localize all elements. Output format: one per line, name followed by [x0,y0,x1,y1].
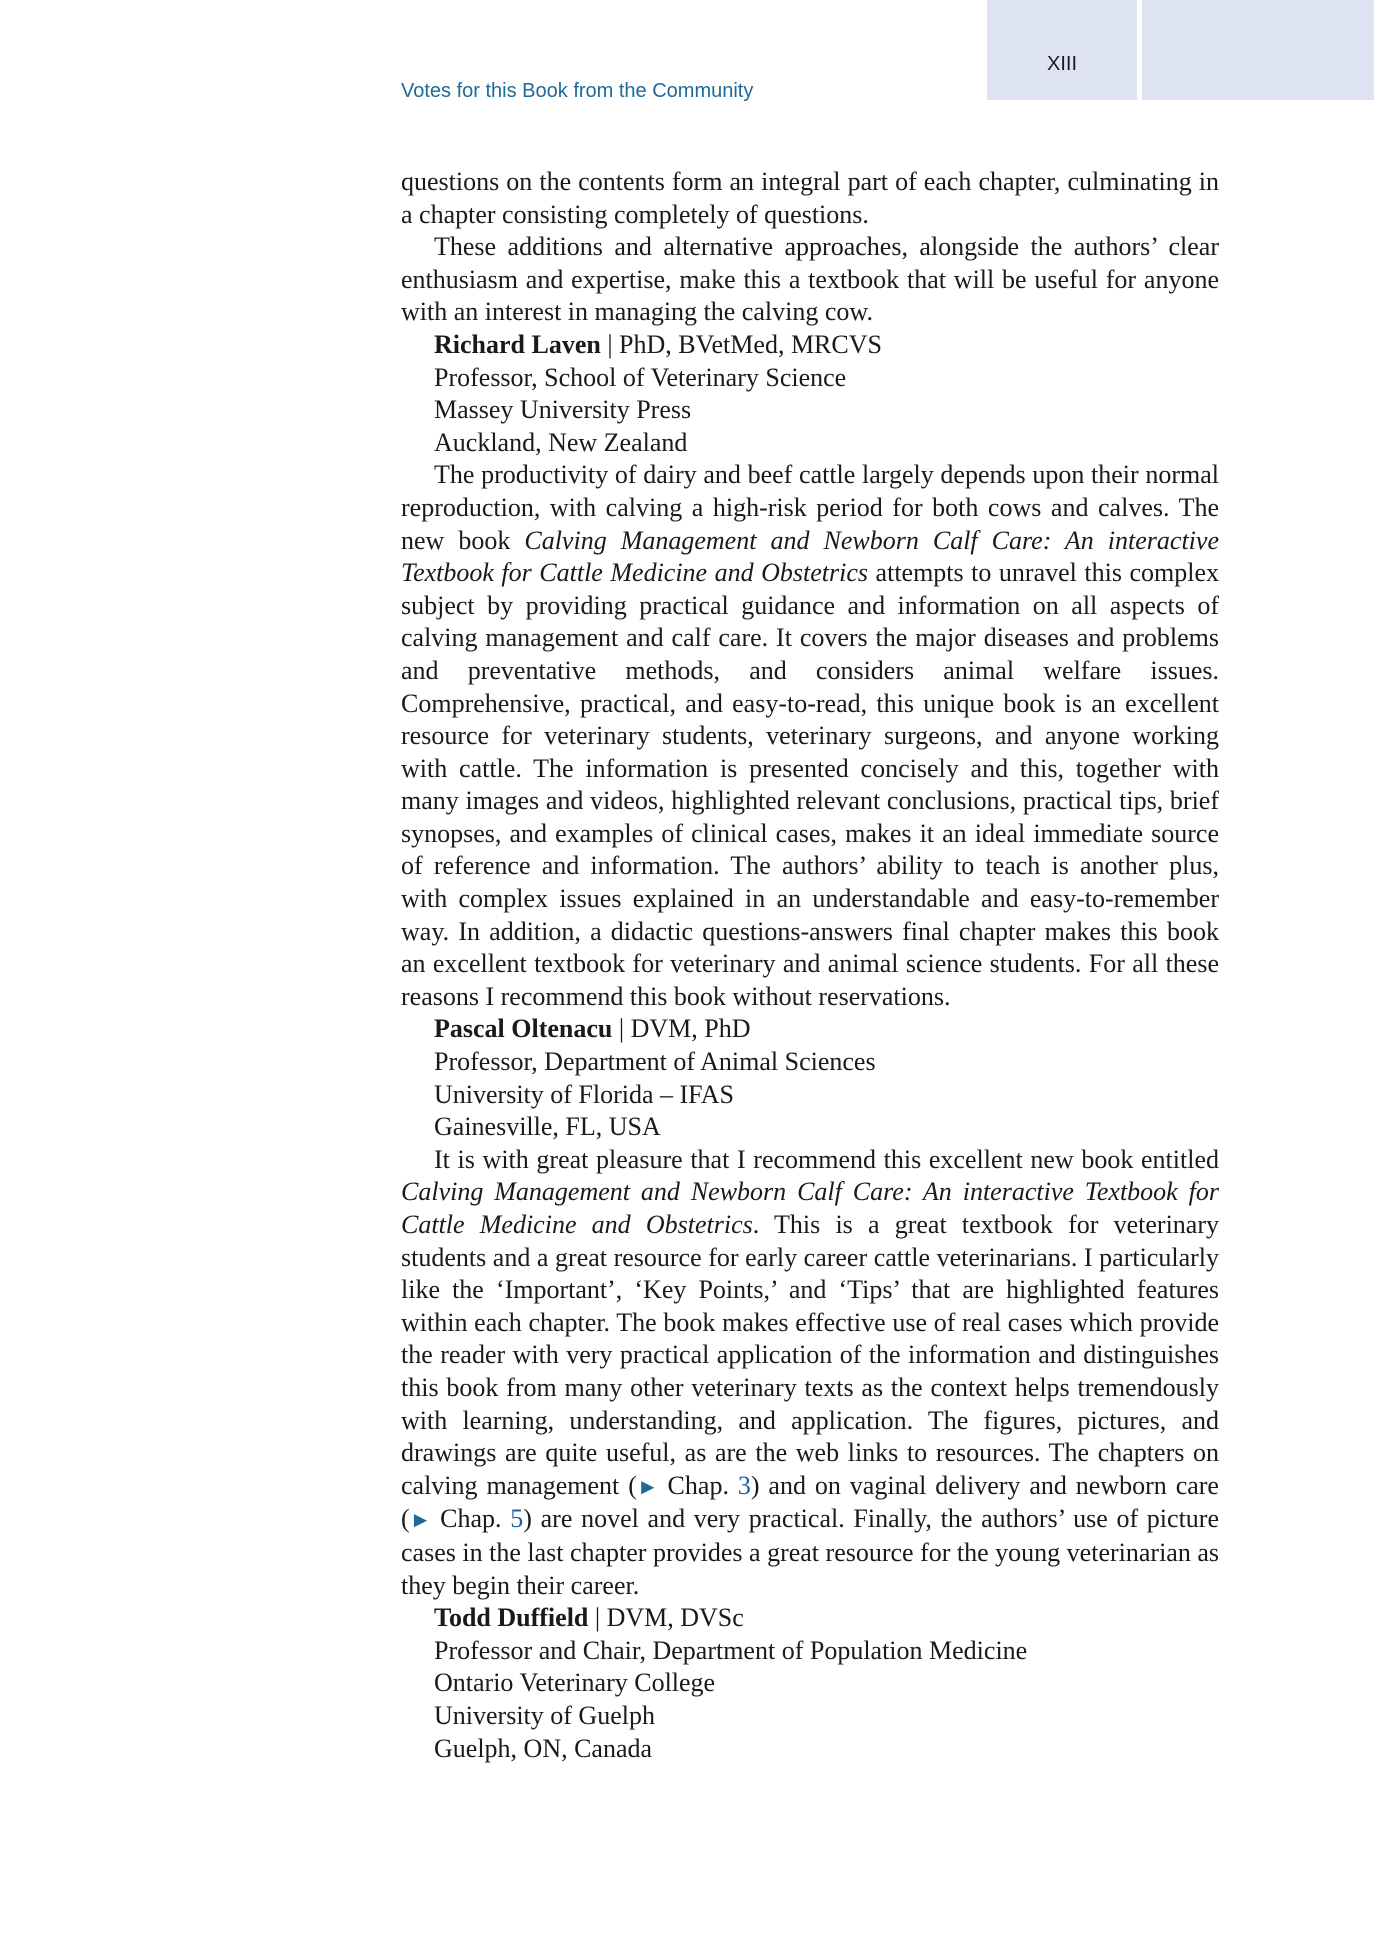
reviewer-affiliation: Professor, Department of Animal Sciences [434,1047,876,1077]
header-tab-block-right [1142,0,1374,100]
reviewer-name-line [434,329,1219,362]
reviewer-affiliation: University of Florida – IFAS [434,1079,734,1109]
reviewer-name-line [434,1602,1219,1635]
review-text: . This is a great textbook for veterinary students and a great resource for early career cattle veterinarians. I particularly like the ‘Important’, ‘Key Points,’ and ‘Tips’ that are highlighted features within each chapter. The book makes effective use of real cases which provide the reader with very practical application of the information and distinguishes this book from many other veterinary texts as the context helps tremendously with learning, understanding, and application. The figures, pictures, and drawings are quite useful, as are the web links to resources. The chapters on calving management ( [401,1210,1219,1500]
reviewer-affiliation: Professor, School of Veterinary Science [434,362,847,392]
review-paragraph [401,459,1219,1013]
review-continuation: questions on the contents form an integral part of each chapter, culminating in a chapter consisting completely of questions. [401,167,1219,229]
chapter-arrow-icon: ► [409,1507,432,1533]
reviewer-credentials: | DVM, DVSc [588,1603,744,1633]
reviewer-name: Todd Duffield [434,1603,589,1633]
reviewer-affiliation: Guelph, ON, Canada [434,1733,653,1763]
chapter-ref-label: Chap. [431,1504,511,1534]
chapter-link-5[interactable]: 5 [510,1504,524,1534]
reviewer-signature [401,329,1219,459]
book-title: Calving Management and Newborn Calf Care: An interactive Textbook for Cattle Medicine and Obstetrics [401,525,1219,588]
chapter-ref-label: Chap. [658,1470,738,1500]
review-paragraph [401,1144,1219,1602]
chapter-arrow-icon: ► [636,1473,659,1499]
reviewer-affiliation: Gainesville, FL, USA [434,1112,661,1142]
review-text: attempts to unravel this complex subject by providing practical guidance and information on all aspects of calving management and calf care. It covers the major diseases and problems and preventative methods, and considers animal welfare issues. Comprehensive, practical, and easy-to-read, this unique book is an excellent resource for veterinary students, veterinary surgeons, and anyone working with cattle. The information is presented concisely and this, together with many images and videos, highlighted relevant conclusions, practical tips, brief synopses, and examples of clinical cases, makes it an ideal immediate source of reference and information. The authors’ ability to teach is another plus, with complex issues explained in an understandable and easy-to-remember way. In addition, a didactic questions-answers final chapter makes this book an excellent textbook for veterinary and animal science students. For all these reasons I recommend this book without reservations. [401,558,1220,1011]
reviewer-name: Pascal Oltenacu [434,1014,613,1044]
page-number: XIII [1046,53,1077,75]
review-text: It is with great pleasure that I recommend this excellent new book entitled [434,1144,1219,1174]
reviewer-signature [401,1602,1219,1765]
reviewer-affiliation: Auckland, New Zealand [434,427,688,457]
reviewer-affiliation: Ontario Veterinary College [434,1668,716,1698]
chapter-link-3[interactable]: 3 [737,1470,751,1500]
review-text: ) are novel and very practical. Finally, the authors’ use of picture cases in the last chapter provides a great resource for the young veterinarian as they begin their career. [401,1504,1219,1600]
running-header: Votes for this Book from the Community [401,80,754,102]
reviewer-signature [401,1013,1219,1143]
page-body [401,166,1219,1765]
reviewer-affiliation: University of Guelph [434,1700,655,1730]
review-text: The productivity of dairy and beef cattle largely depends upon their normal reproduction, with calving a high-risk period for both cows and calves. The new book [401,460,1219,555]
review-paragraph: These additions and alternative approaches, alongside the authors’ clear enthusiasm and expertise, make this a textbook that will be useful for anyone with an interest in managing the calving cow. [401,232,1219,327]
book-title: Calving Management and Newborn Calf Care: An interactive Textbook for Cattle Medicine and Obstetrics [401,1177,1219,1239]
review-text: ) and on vaginal delivery and newborn care ( [401,1470,1219,1534]
reviewer-credentials: | DVM, PhD [612,1014,751,1044]
reviewer-credentials: | PhD, BVetMed, MRCVS [600,329,882,359]
reviewer-affiliation: Massey University Press [434,395,692,425]
header-tab-block [987,0,1137,100]
reviewer-name-line [434,1013,1219,1046]
reviewer-affiliation: Professor and Chair, Department of Population Medicine [434,1635,1028,1665]
reviewer-name: Richard Laven [434,329,601,359]
